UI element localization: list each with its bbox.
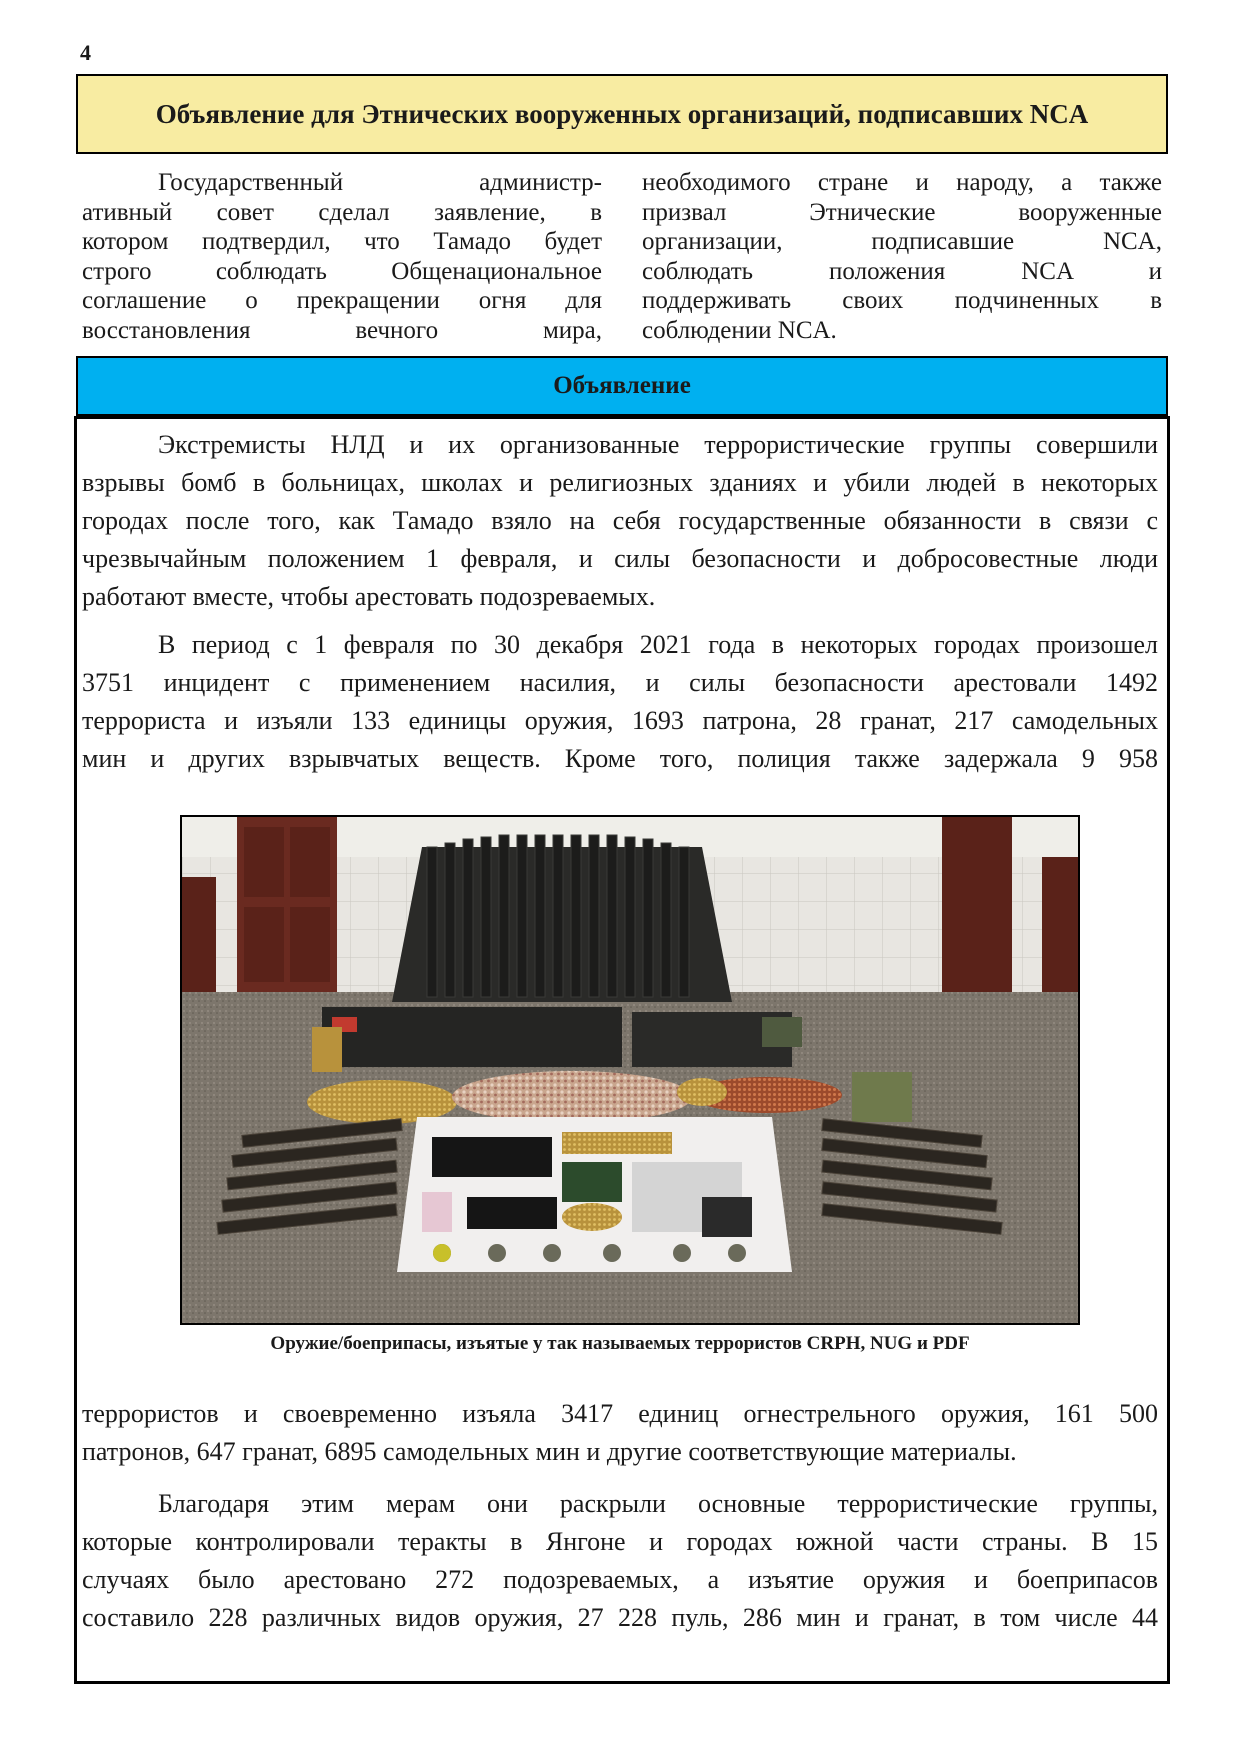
intro-left-line: ативный совет сделал заявление, в	[82, 198, 602, 226]
intro-right-column	[642, 168, 1162, 345]
paragraph-line: мин и других взрывчатых веществ. Кроме того, полиция также задержала 9 958	[82, 744, 1158, 773]
paragraph-line: чрезвычайным положением 1 февраля, и силы безопасности и добросовестные люди	[82, 544, 1158, 573]
intro-right-line: организации, подписавшие NCA,	[642, 228, 1162, 255]
paragraph-line: Экстремисты НЛД и их организованные террористические группы совершили	[158, 430, 1158, 459]
intro-left-line: строго соблюдать Общенациональное	[82, 257, 602, 285]
paragraph-line: городах после того, как Тамадо взяло на себя государственные обязанности в связи с	[82, 506, 1158, 535]
paragraph-3	[82, 1395, 1158, 1471]
intro-left-line: Государственный администр-	[158, 169, 602, 196]
intro-left-column	[82, 168, 602, 345]
paragraph-4	[82, 1485, 1158, 1637]
paragraph-line: работают вместе, чтобы арестовать подозреваемых.	[82, 582, 656, 611]
paragraph-line: 3751 инцидент с применением насилия, и силы безопасности арестовали 1492	[82, 668, 1158, 697]
paragraph-line: В период с 1 февраля по 30 декабря 2021 года в некоторых городах произошел	[158, 630, 1158, 659]
paragraph-line: террориста и изъяли 133 единицы оружия, 1693 патрона, 28 гранат, 217 самодельных	[82, 706, 1158, 735]
intro-left-line: соглашение о прекращении огня для	[82, 287, 602, 314]
intro-right-line: призвал Этнические вооруженные	[642, 198, 1162, 226]
paragraph-line: случаях было арестовано 272 подозреваемых, а изъятие оружия и боеприпасов	[82, 1565, 1158, 1594]
paragraph-1	[82, 426, 1158, 616]
intro-left-line: восстановления вечного мира,	[82, 316, 602, 344]
announcement-header: Объявление	[76, 356, 1168, 416]
intro-right-line: соблюдении NCA.	[642, 316, 837, 344]
announcement-title: Объявление для Этнических вооруженных организаций, подписавших NCA	[76, 74, 1168, 154]
intro-left-line: котором подтвердил, что Тамадо будет	[82, 228, 602, 255]
paragraph-line: составило 228 различных видов оружия, 27 228 пуль, 286 мин и гранат, в том числе 44	[82, 1603, 1158, 1632]
paragraph-line: патронов, 647 гранат, 6895 самодельных мин и другие соответствующие материалы.	[82, 1437, 1017, 1466]
intro-right-line: поддерживать своих подчиненных в	[642, 287, 1162, 314]
intro-right-line: соблюдать положения NCA и	[642, 257, 1162, 285]
paragraph-line: террористов и своевременно изъяла 3417 единиц огнестрельного оружия, 161 500	[82, 1399, 1158, 1428]
paragraph-2	[82, 626, 1158, 778]
paragraph-line: Благодаря этим мерам они раскрыли основные террористические группы,	[158, 1489, 1158, 1518]
paragraph-line: которые контролировали теракты в Янгоне и городах южной части страны. В 15	[82, 1527, 1158, 1556]
intro-right-line: необходимого стране и народу, а также	[642, 169, 1162, 196]
paragraph-line: взрывы бомб в больницах, школах и религиозных зданиях и убили людей в некоторых	[82, 468, 1158, 497]
photo-caption: Оружие/боеприпасы, изъятые у так называемых террористов CRPH, NUG и PDF	[270, 1333, 970, 1354]
seized-weapons-photo	[180, 815, 1080, 1325]
page-number: 4	[80, 40, 91, 65]
